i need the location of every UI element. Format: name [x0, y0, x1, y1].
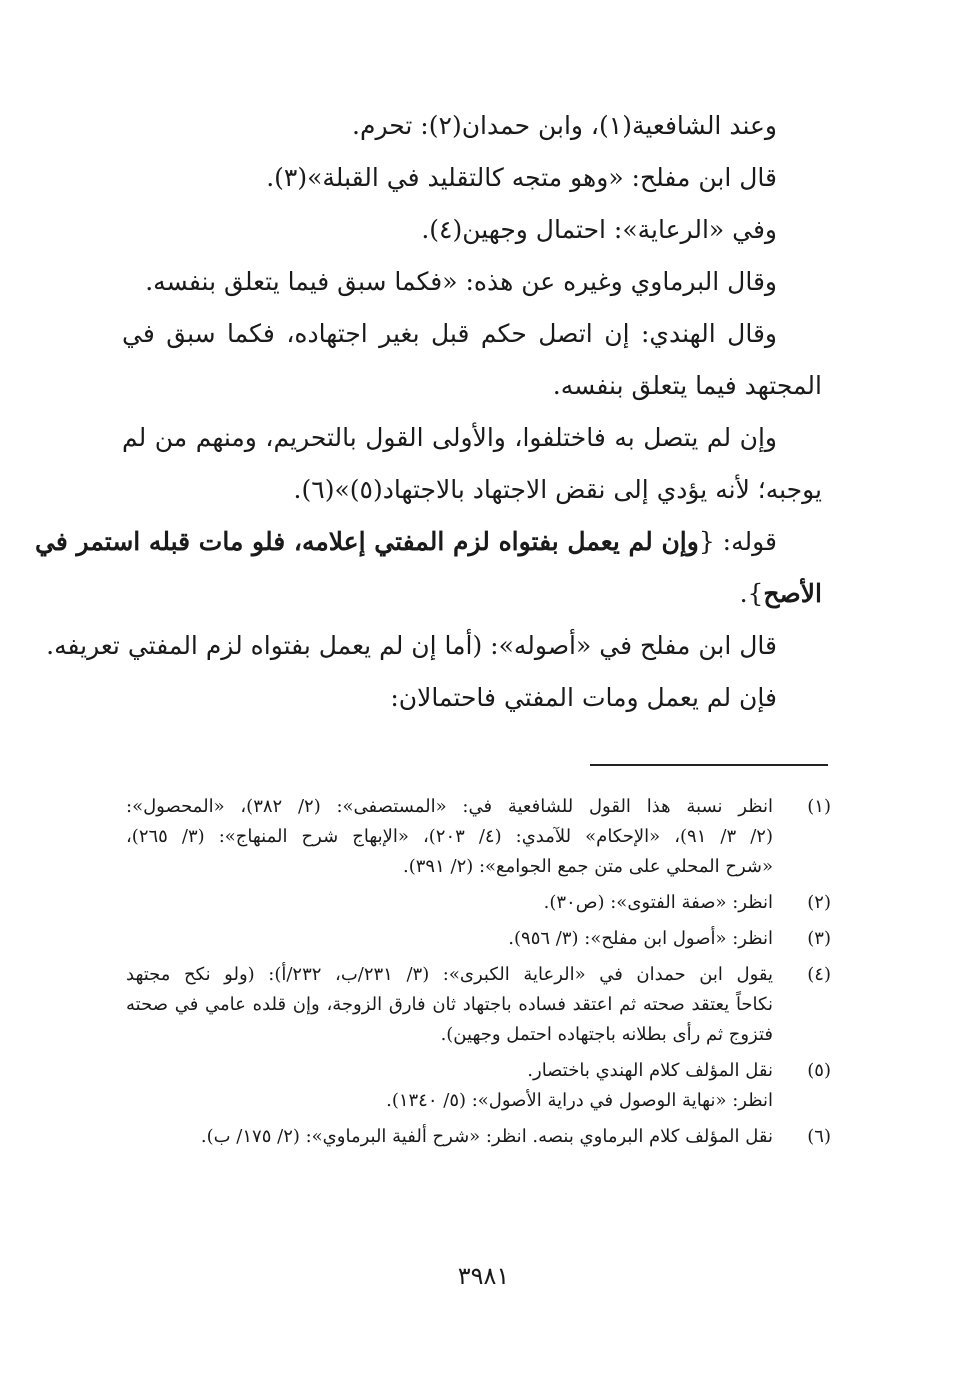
- quote-tail: }.: [739, 579, 764, 608]
- page-number: [0, 1262, 957, 1290]
- footnote-line: انظر: «صفة الفتوى»: (ص٣٠).: [543, 892, 773, 913]
- footnote-line: انظر: «أصول ابن مفلح»: (٣/ ٩٥٦).: [508, 928, 773, 949]
- footnote-number: (١): [807, 796, 831, 817]
- paragraph-line: وإن لم يتصل به فاختلفوا، والأولى القول بالتحريم، ومنهم من لم: [122, 423, 777, 452]
- footnote-text: [126, 960, 773, 1050]
- footnote-text: [126, 1122, 773, 1152]
- footnote-text: [126, 924, 773, 954]
- footnote-text: [126, 792, 773, 882]
- footnote-line: نقل المؤلف كلام الهندي باختصار.: [527, 1060, 773, 1081]
- footnotes-section: [126, 792, 831, 1158]
- footnote-number: (٤): [807, 964, 831, 985]
- paragraph-line: فإن لم يعمل ومات المفتي فاحتمالان:: [390, 683, 777, 712]
- footnote: [126, 1122, 831, 1152]
- footnote-line: فتزوج ثم رأى بطلانه باجتهاده احتمل وجهين).: [440, 1024, 773, 1045]
- footnote-text: [126, 888, 773, 918]
- quote-lead: قوله: {: [698, 527, 777, 556]
- paragraph-line: وقال الهندي: إن اتصل حكم قبل بغير اجتهاده، فكما سبق في: [122, 319, 777, 348]
- footnote-number: (٦): [807, 1126, 831, 1147]
- footnote-separator: [590, 764, 828, 766]
- matn-text: الأصح: [763, 579, 822, 608]
- paragraph-line: قال ابن مفلح في «أصوله»: (أما إن لم يعمل بفتواه لزم المفتي تعريفه.: [46, 631, 777, 660]
- paragraph-line: يوجبه؛ لأنه يؤدي إلى نقض الاجتهاد بالاجتهاد(٥)»(٦).: [293, 475, 822, 504]
- paragraph-line: وعند الشافعية(١)، وابن حمدان(٢): تحرم.: [352, 111, 777, 140]
- footnote: [126, 924, 831, 954]
- page-number-text: ٣٩٨١: [457, 1262, 510, 1290]
- footnote: [126, 1056, 831, 1116]
- main-body-text: [35, 100, 822, 724]
- footnote: [126, 792, 831, 882]
- paragraph-line: وقال البرماوي وغيره عن هذه: «فكما سبق فيما يتعلق بنفسه.: [145, 267, 777, 296]
- paragraph-line: قال ابن مفلح: «وهو متجه كالتقليد في القبلة»(٣).: [266, 163, 777, 192]
- paragraph-line: المجتهد فيما يتعلق بنفسه.: [552, 371, 822, 400]
- footnote-line: يقول ابن حمدان في «الرعاية الكبرى»: (٣/ ٢٣١/ب، ٢٣٢/أ): (ولو نكح مجتهد: [126, 964, 773, 985]
- footnote-line: نقل المؤلف كلام البرماوي بنصه. انظر: «شرح ألفية البرماوي»: (٢/ ١٧٥/ ب).: [200, 1126, 773, 1147]
- footnote-text: [126, 1056, 773, 1116]
- footnote-line: (٢/ ٣/ ٩١)، «الإحكام» للآمدي: (٤/ ٢٠٣)، «الإبهاج شرح المنهاج»: (٣/ ٢٦٥)،: [126, 826, 773, 847]
- matn-text: وإن لم يعمل بفتواه لزم المفتي إعلامه، فلو مات قبله استمر في: [35, 527, 699, 556]
- matn-quote-line: [35, 516, 822, 568]
- paragraph-line: وفي «الرعاية»: احتمال وجهين(٤).: [421, 215, 777, 244]
- footnote: [126, 960, 831, 1050]
- footnote-line: «شرح المحلي على متن جمع الجوامع»: (٢/ ٣٩١).: [403, 856, 773, 877]
- footnote-number: (٢): [807, 892, 831, 913]
- matn-quote-line: [122, 568, 822, 620]
- footnote-line: انظر: «نهاية الوصول في دراية الأصول»: (٥/ ١٣٤٠).: [386, 1090, 773, 1111]
- footnote-line: نكاحاً يعتقد صحته ثم اعتقد فساده باجتهاد ثان فارق الزوجة، وإن قلده عامي في صحته: [126, 994, 773, 1015]
- footnote: [126, 888, 831, 918]
- footnote-number: (٣): [807, 928, 831, 949]
- footnote-line: انظر نسبة هذا القول للشافعية في: «المستصفى»: (٢/ ٣٨٢)، «المحصول»:: [126, 796, 774, 817]
- footnote-number: (٥): [807, 1060, 831, 1081]
